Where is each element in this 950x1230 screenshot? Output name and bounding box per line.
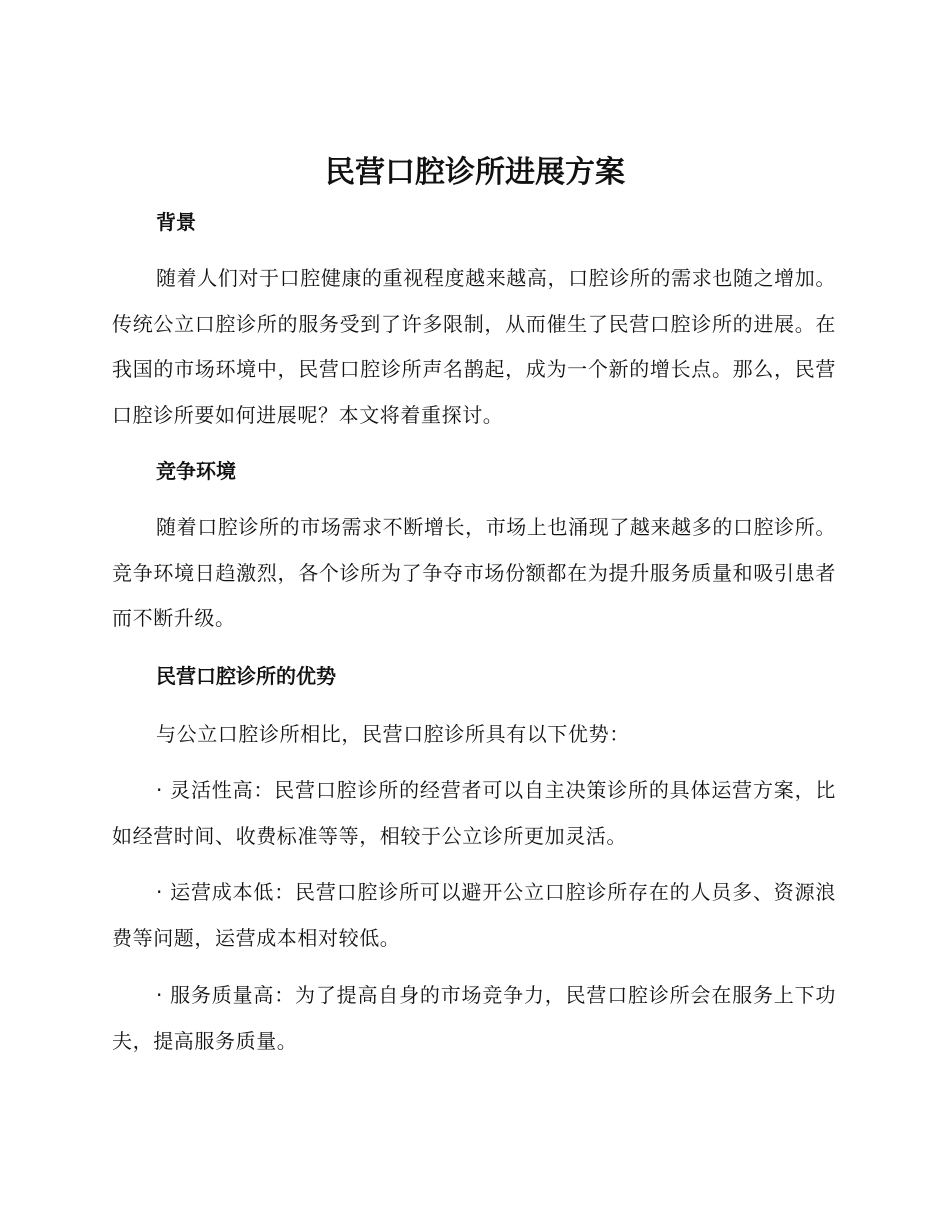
section-heading-advantages: 民营口腔诊所的优势 — [156, 664, 336, 688]
document-title: 民营口腔诊所进展方案 — [325, 155, 625, 190]
paragraph-background: 随着人们对于口腔健康的重视程度越来越高，口腔诊所的需求也随之增加。传统公立口腔诊所的服务受到了许多限制，从而催生了民营口腔诊所的进展。在我国的市场环境中，民营口腔诊所声名鹊起，成为一个新的增长点。那么，民营口腔诊所要如何进展呢？本文将着重探讨。 — [112, 266, 836, 427]
bullet-low-cost: · 运营成本低：民营口腔诊所可以避开公立口腔诊所存在的人员多、资源浪费等问题，运营成本相对较低。 — [112, 880, 836, 950]
paragraph-competition: 随着口腔诊所的市场需求不断增长，市场上也涌现了越来越多的口腔诊所。竞争环境日趋激烈，各个诊所为了争夺市场份额都在为提升服务质量和吸引患者而不断升级。 — [112, 515, 836, 630]
section-heading-competition: 竞争环境 — [156, 459, 236, 483]
bullet-flexibility: · 灵活性高：民营口腔诊所的经营者可以自主决策诊所的具体运营方案，比如经营时间、收费标准等等，相较于公立诊所更加灵活。 — [112, 778, 836, 848]
section-heading-background: 背景 — [156, 210, 196, 234]
bullet-service-quality: · 服务质量高：为了提高自身的市场竞争力，民营口腔诊所会在服务上下功夫，提高服务质量。 — [112, 983, 836, 1053]
paragraph-advantages-intro: 与公立口腔诊所相比，民营口腔诊所具有以下优势： — [156, 722, 630, 746]
